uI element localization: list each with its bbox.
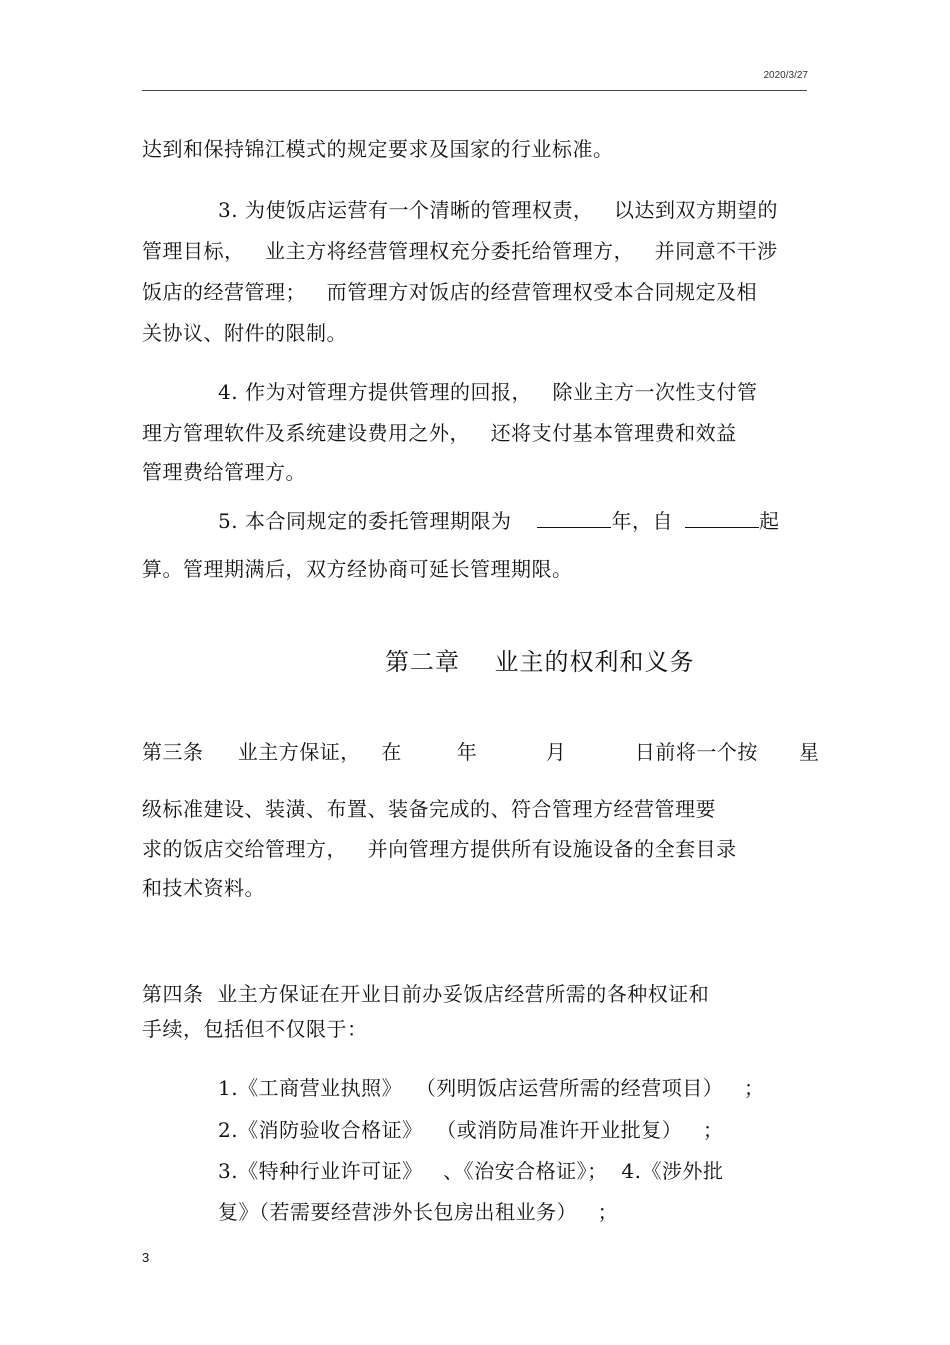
article-line: 求的饭店交给管理方， 并向管理方提供所有设施设备的全套目录 [142,837,737,861]
list-item: 3.《特种行业许可证》 、《治安合格证》； 4.《涉外批 [218,1159,724,1183]
paragraph-line: 达到和保持锦江模式的规定要求及国家的行业标准。 [142,137,614,161]
paragraph-line: 管理目标， 业主方将经营管理权充分委托给管理方， 并同意不干涉 [142,239,778,263]
paragraph-line: 3. 为使饭店运营有一个清晰的管理权责， 以达到双方期望的 [218,198,779,222]
paragraph-line: 4. 作为对管理方提供管理的回报， 除业主方一次性支付管 [218,380,758,404]
header-divider [142,90,807,91]
article-line: 第四条 业主方保证在开业日前办妥饭店经营所需的各种权证和 [142,982,710,1006]
page-number: 3 [142,1250,150,1265]
paragraph-line-with-blanks [218,509,779,533]
chapter-title: 第二章 业主的权利和义务 [385,648,695,676]
article-line: 级标准建设、装潢、布置、装备完成的、符合管理方经营管理要 [142,797,716,821]
list-item: 2.《消防验收合格证》 （或消防局准许开业批复） ； [218,1118,724,1142]
term-text: 5. 本合同规定的委托管理期限为 [218,509,512,533]
term-year-text: 年，自 [611,509,673,533]
paragraph-line: 理方管理软件及系统建设费用之外， 还将支付基本管理费和效益 [142,421,737,445]
list-item: 复》（若需要经营涉外长包房出租业务） ； [218,1200,619,1224]
paragraph-line: 算。管理期满后，双方经协商可延长管理期限。 [142,557,573,581]
list-item: 1.《工商营业执照》 （列明饭店运营所需的经营项目） ； [218,1076,765,1100]
start-date-blank [685,509,759,528]
paragraph-line: 饭店的经营管理； 而管理方对饭店的经营管理权受本合同规定及相 [142,280,758,304]
term-years-blank [537,509,611,528]
header-date: 2020/3/27 [763,70,808,81]
article-line: 第三条 业主方保证， 在 年 月 日前将一个按 星 [142,740,820,764]
article-line: 手续，包括但不仅限于： [142,1017,368,1041]
article-line: 和技术资料。 [142,876,265,900]
paragraph-line: 关协议、附件的限制。 [142,321,347,345]
start-text: 起 [758,509,780,533]
paragraph-line: 管理费给管理方。 [142,460,306,484]
